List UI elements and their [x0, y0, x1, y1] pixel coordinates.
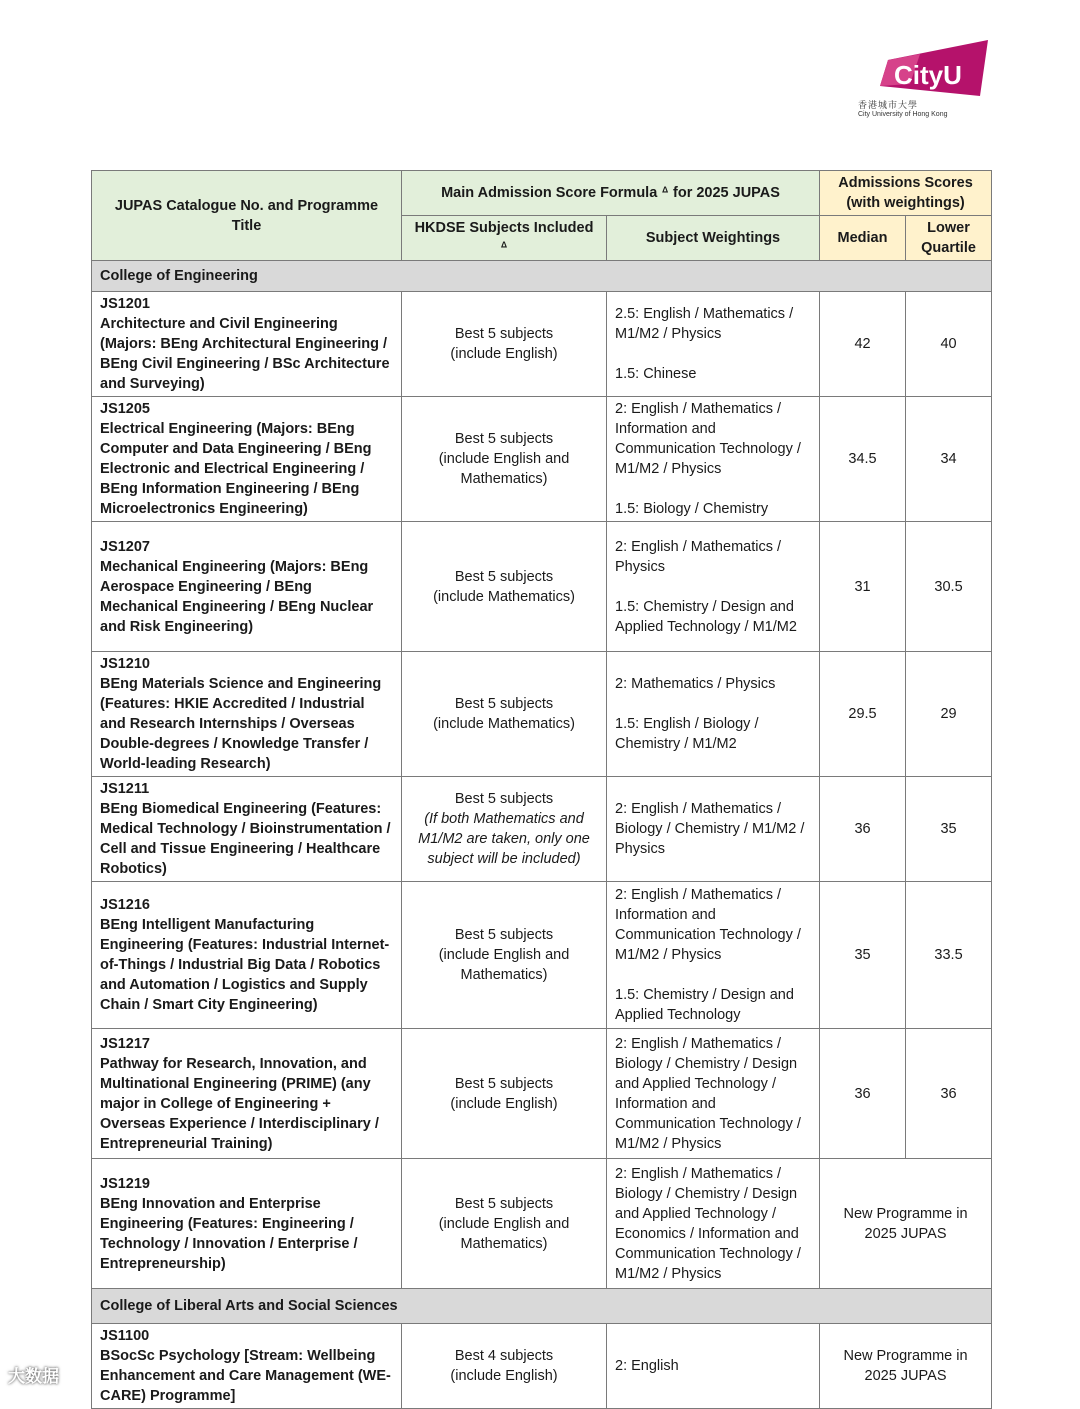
weighting-primary: 2: Mathematics / Physics: [615, 676, 776, 692]
programme-code: JS1211: [100, 781, 150, 797]
programme-title: Architecture and Civil Engineering (Majors: BEng Architectural Engineering / BEng Civil Engineering / BSc Architecture and Surveying): [100, 316, 390, 392]
table-row: [92, 397, 992, 522]
logo-chinese-name: 香港城市大學: [858, 100, 919, 110]
subjects-included: Best 5 subjects: [454, 791, 554, 807]
new-programme-note: New Programme in 2025 JUPAS: [820, 1324, 992, 1409]
table-row: [92, 522, 992, 652]
programme-code: JS1205: [100, 401, 150, 417]
new-programme-note: New Programme in 2025 JUPAS: [820, 1159, 992, 1289]
college-header-liberal-arts: College of Liberal Arts and Social Sciences: [92, 1289, 992, 1324]
programme-title: BEng Materials Science and Engineering (Features: HKIE Accredited / Industrial and Research Internships / Overseas Double-degrees / Knowledge Transfer / World-leading Research): [100, 676, 382, 772]
programme-code: JS1207: [100, 538, 150, 555]
svg-text:CityU: CityU: [894, 60, 962, 90]
programme-title: BEng Intelligent Manufacturing Engineering (Features: Industrial Internet-of-Things / Industrial Big Data / Robotics and Automation / Logistics and Supply Chain / Smart City Engineering): [100, 917, 390, 1013]
programme-title: Electrical Engineering (Majors: BEng Computer and Data Engineering / BEng Electronic and Electrical Engineering / BEng Information Engineering / BEng Microelectronics Engineering): [100, 421, 372, 517]
header-formula: Main Admission Score Formula ᐞ for 2025 JUPAS: [402, 171, 820, 216]
subjects-note: (include Mathematics): [433, 588, 575, 605]
cityu-logo: [850, 38, 1000, 128]
table-row: [92, 777, 992, 882]
subjects-included: Best 4 subjects: [454, 1348, 554, 1364]
weighting-primary: 2.5: English / Mathematics / M1/M2 / Physics: [615, 306, 794, 342]
programme-title: BSocSc Psychology [Stream: Wellbeing Enhancement and Care Management (WE-CARE) Programme]: [100, 1348, 391, 1404]
programme-code: JS1217: [100, 1035, 150, 1052]
logo-english-name: City University of Hong Kong: [858, 111, 948, 118]
lower-quartile-score: 30.5: [906, 522, 992, 652]
subjects-included: Best 5 subjects: [454, 431, 554, 447]
weighting-secondary: 1.5: Chemistry / Design and Applied Technology / M1/M2: [615, 598, 797, 635]
watermark: 大数据: [8, 1367, 59, 1386]
subjects-included: Best 5 subjects: [454, 927, 554, 943]
median-score: 42: [820, 292, 906, 397]
median-score: 36: [820, 777, 906, 882]
table-row: [92, 882, 992, 1029]
lower-quartile-score: 29: [906, 652, 992, 777]
programme-title: BEng Innovation and Enterprise Engineering (Features: Engineering / Technology / Innovation / Enterprise / Entrepreneurship): [100, 1195, 358, 1272]
weighting-primary: 2: English / Mathematics / Information and Communication Technology / M1/M2 / Physics: [615, 401, 801, 477]
weighting-secondary: 1.5: Chinese: [615, 366, 697, 382]
admission-scores-table: [91, 170, 992, 1409]
college-header-engineering: College of Engineering: [92, 261, 992, 292]
lower-quartile-score: 34: [906, 397, 992, 522]
median-score: 34.5: [820, 397, 906, 522]
weighting-primary: 2: English / Mathematics / Biology / Chemistry / M1/M2 / Physics: [615, 801, 805, 857]
header-subjects-included: HKDSE Subjects Included ᐞ: [402, 216, 607, 261]
subjects-included: Best 5 subjects: [454, 568, 554, 585]
subjects-note: (include English and Mathematics): [438, 1215, 570, 1252]
subjects-note: (include English): [450, 1095, 558, 1112]
lower-quartile-score: 35: [906, 777, 992, 882]
programme-code: JS1100: [100, 1328, 150, 1344]
subjects-included: Best 5 subjects: [454, 696, 554, 712]
lower-quartile-score: 33.5: [906, 882, 992, 1029]
weighting-secondary: 1.5: English / Biology / Chemistry / M1/M2: [615, 716, 759, 752]
median-score: 35: [820, 882, 906, 1029]
weighting-secondary: 1.5: Chemistry / Design and Applied Technology: [615, 987, 794, 1023]
cityu-logo-mark: [850, 38, 1000, 100]
table-row: [92, 652, 992, 777]
table-row: [92, 292, 992, 397]
header-programme: JUPAS Catalogue No. and Programme Title: [92, 171, 402, 261]
programme-code: JS1216: [100, 897, 150, 913]
subjects-note: (include English and Mathematics): [438, 451, 570, 487]
subjects-note: (include English and Mathematics): [438, 947, 570, 983]
median-score: 29.5: [820, 652, 906, 777]
header-scores: Admissions Scores (with weightings): [820, 171, 992, 216]
header-median: Median: [820, 216, 906, 261]
median-score: 36: [820, 1029, 906, 1159]
subjects-italic-note: (If both Mathematics and M1/M2 are taken, only one subject will be included): [418, 811, 590, 867]
subjects-note: (include English): [450, 346, 558, 362]
header-weightings: Subject Weightings: [607, 216, 820, 261]
weighting-primary: 2: English / Mathematics / Physics: [615, 538, 782, 575]
table-row: [92, 1324, 992, 1409]
subjects-note: (include Mathematics): [433, 716, 575, 732]
table-row: [92, 1029, 992, 1159]
lower-quartile-score: 40: [906, 292, 992, 397]
lower-quartile-score: 36: [906, 1029, 992, 1159]
weighting-secondary: 1.5: Biology / Chemistry: [615, 501, 769, 517]
subjects-note: (include English): [450, 1368, 558, 1384]
programme-title: Pathway for Research, Innovation, and Multinational Engineering (PRIME) (any major in College of Engineering + Overseas Experience / Interdisciplinary / Entrepreneurial Training): [100, 1055, 379, 1152]
weighting-primary: 2: English / Mathematics / Biology / Chemistry / Design and Applied Technology / Economics / Information and Communication Technology / M1/M2 / Physics: [615, 1165, 801, 1282]
programme-code: JS1219: [100, 1175, 150, 1192]
subjects-included: Best 5 subjects: [454, 326, 554, 342]
table-row: [92, 1159, 992, 1289]
median-score: 31: [820, 522, 906, 652]
header-lower-quartile: Lower Quartile: [906, 216, 992, 261]
subjects-included: Best 5 subjects: [454, 1075, 554, 1092]
programme-code: JS1210: [100, 656, 150, 672]
programme-code: JS1201: [100, 296, 150, 312]
programme-title: Mechanical Engineering (Majors: BEng Aerospace Engineering / BEng Mechanical Engineering / BEng Nuclear and Risk Engineering): [100, 558, 374, 635]
weighting-primary: 2: English: [615, 1358, 679, 1374]
weighting-primary: 2: English / Mathematics / Biology / Chemistry / Design and Applied Technology / Information and Communication Technology / M1/M2 / Physics: [615, 1035, 801, 1152]
programme-title: BEng Biomedical Engineering (Features: Medical Technology / Bioinstrumentation / Cell and Tissue Engineering / Healthcare Robotics): [100, 801, 391, 877]
weighting-primary: 2: English / Mathematics / Information and Communication Technology / M1/M2 / Physics: [615, 887, 801, 963]
subjects-included: Best 5 subjects: [454, 1195, 554, 1212]
